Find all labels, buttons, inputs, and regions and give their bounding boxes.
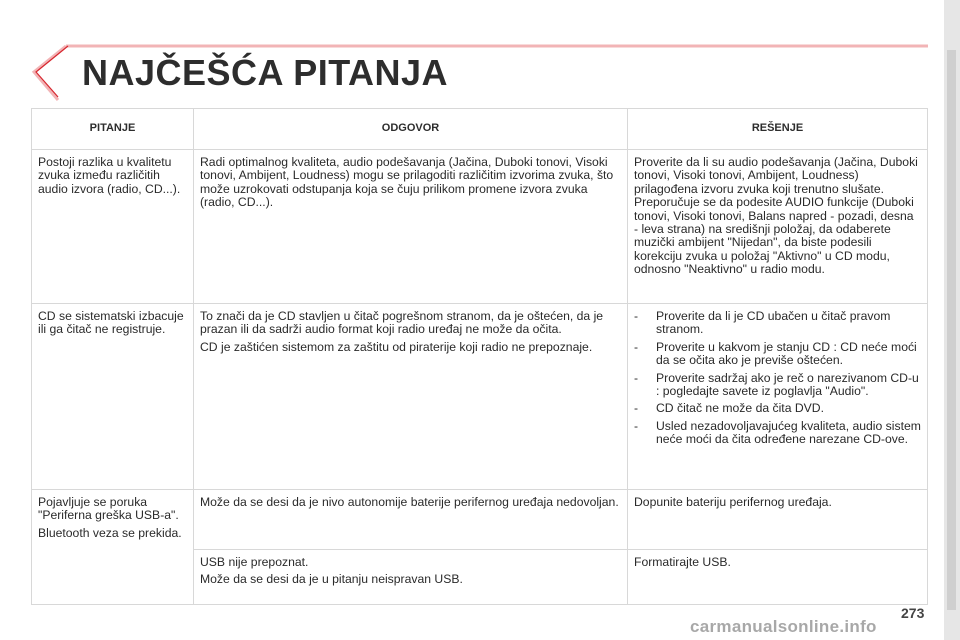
question-cell — [32, 150, 194, 304]
dash-bullet: - — [634, 418, 639, 433]
answer-text: CD je zaštićen sistemom za zaštitu od piraterije koji radio ne prepoznaje. — [200, 339, 593, 354]
scrollbar-track[interactable] — [944, 0, 960, 640]
solution-cell — [628, 550, 928, 605]
question-text: CD se sistematski izbacuje ili ga čitač ne registruje. — [38, 309, 184, 337]
answer-cell — [194, 550, 628, 605]
list-item-text: Proverite da li je CD ubačen u čitač pravom stranom. — [656, 309, 891, 337]
answer-text: Radi optimalnog kvaliteta, audio podešavanja (Jačina, Duboki tonovi, Visoki tonovi, Ambijent, Loudness) mogu se prilagoditi različitim izvorima zvuka, što može uzrokovati odstupanja koja se čuju prilikom promene izvora zvuka (radio, CD...). — [200, 155, 614, 210]
question-cell — [32, 490, 194, 605]
answer-text: To znači da je CD stavljen u čitač pogrešnom stranom, da je oštećen, da je prazan ili da sadrži audio format koji radio uređaj ne može da očita. — [200, 309, 604, 337]
scrollbar-thumb[interactable] — [947, 50, 956, 610]
table-row — [32, 304, 928, 490]
question-text: Bluetooth veza se prekida. — [38, 525, 182, 540]
list-item — [634, 420, 921, 447]
solution-cell — [628, 304, 928, 490]
list-item-text: Proverite sadržaj ako je reč o narezivanom CD-u : pogledajte savete iz poglavlja "Audio". — [656, 370, 919, 399]
list-item — [634, 402, 921, 415]
question-cell — [32, 304, 194, 490]
dash-bullet: - — [634, 339, 639, 354]
list-item-text: Usled nezadovoljavajućeg kvaliteta, audio sistem neće moći da čita određene narezane CD-ove. — [656, 418, 921, 447]
dash-bullet: - — [634, 370, 639, 385]
solution-cell — [628, 150, 928, 304]
question-text: Postoji razlika u kvalitetu zvuka između različitih audio izvora (radio, CD...). — [38, 155, 181, 196]
list-item-text: CD čitač ne može da čita DVD. — [656, 401, 824, 416]
answer-text: Može da se desi da je nivo autonomije baterije perifernog uređaja nedovoljan. — [200, 495, 619, 509]
answer-cell — [194, 490, 628, 550]
dash-bullet: - — [634, 309, 639, 323]
answer-text: USB nije prepoznat. — [200, 555, 309, 569]
page-number: 273 — [901, 605, 925, 621]
table-row — [32, 150, 928, 304]
answer-cell — [194, 150, 628, 304]
list-item — [634, 341, 921, 368]
page-title: NAJČEŠĆA PITANJA — [82, 52, 449, 93]
list-item — [634, 372, 921, 399]
faq-table — [31, 108, 928, 605]
answer-text: Može da se desi da je u pitanju neispravan USB. — [200, 572, 463, 587]
solution-list — [634, 310, 921, 447]
question-text: Pojavljuje se poruka "Periferna greška USB-a". — [38, 495, 179, 523]
answer-cell — [194, 304, 628, 490]
list-item — [634, 310, 921, 337]
solution-text: Formatirajte USB. — [634, 555, 731, 569]
dash-bullet: - — [634, 401, 639, 416]
table-header-row — [32, 109, 928, 150]
solution-text: Proverite da li su audio podešavanja (Jačina, Duboki tonovi, Visoki tonovi, Ambijent, Loudness) prilagođena izvoru zvuka koji trenutno slušate. Preporučuje se da podesite AUDIO funkcije (Duboki tonovi, Visoki tonovi, Balans napred - pozadi, desna - leva strana) na središnji položaj, da odaberete muzički ambijent "Nijedan", da biste podesili korekciju zvuka u položaj "Aktivno" u CD modu, odnosno "Neaktivno" u radio modu. — [634, 155, 918, 277]
table-row — [32, 490, 928, 550]
column-header-question: PITANJE — [32, 109, 194, 150]
list-item-text: Proverite u kakvom je stanju CD : CD neće moći da se očita ako je previše oštećen. — [656, 339, 917, 368]
column-header-answer: ODGOVOR — [194, 109, 628, 150]
solution-cell — [628, 490, 928, 550]
column-header-solution: REŠENJE — [628, 109, 928, 150]
solution-text: Dopunite bateriju perifernog uređaja. — [634, 495, 832, 509]
watermark-text: carmanualsonline.info — [690, 617, 877, 636]
